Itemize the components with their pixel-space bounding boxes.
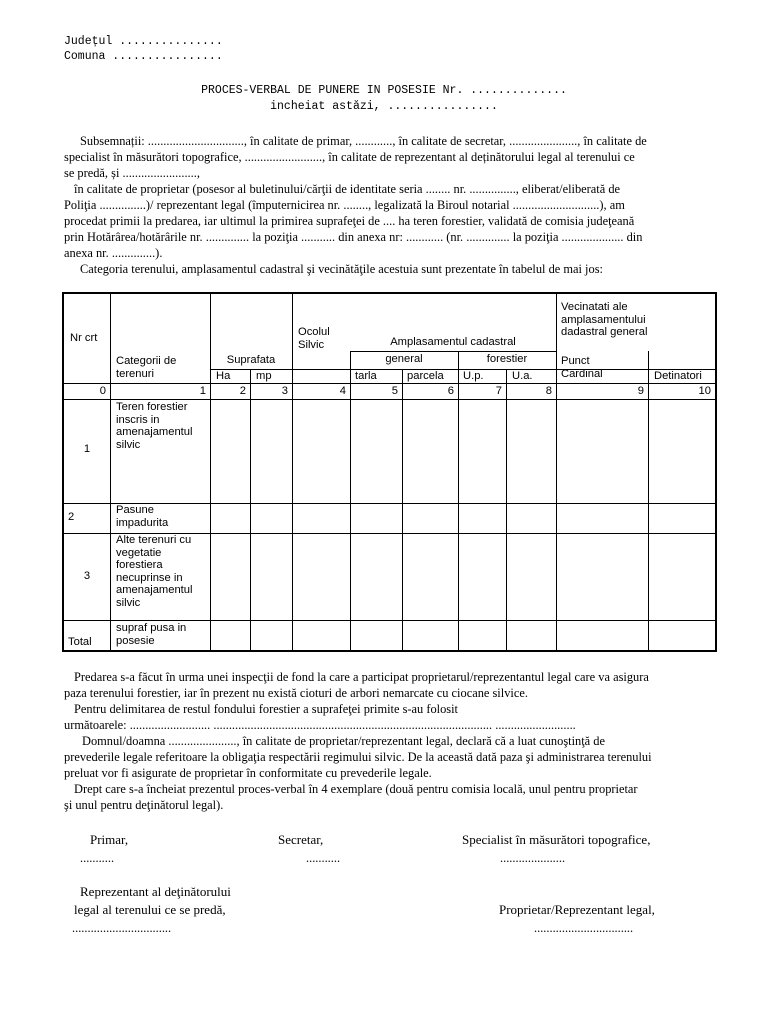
outro-line-9: şi unul pentru deţinătorul legal). (64, 798, 224, 812)
signature-specialist-dots: ..................... (500, 851, 566, 865)
intro-line-4: în calitate de proprietar (posesor al buletinului/cărţii de identitate seria ........ nr. ..............., eliberat/eliberată de (74, 182, 621, 196)
document-subtitle: incheiat astăzi, ................ (270, 100, 498, 113)
row-total-nr: Total (68, 636, 92, 648)
header-detinatori: Detinatori (654, 370, 702, 382)
intro-line-1: Subsemnații: ..............................., în calitate de primar, ............, în calitate de secretar, ......................, în calitate de (80, 134, 647, 148)
col-number-3: 3 (281, 385, 288, 397)
intro-line-6: procedat primii la predarea, iar ultimul la primirea suprafeţei de .... ha teren forestier, validată de comisia judeţeană (64, 214, 635, 228)
col-number-9: 9 (637, 385, 644, 397)
col-number-0: 0 (99, 385, 106, 397)
header-categorii: Categorii de terenuri (116, 355, 177, 380)
outro-line-4: următoarele: .......................... .......................................................................................... .......................... (64, 718, 576, 732)
signature-secretar: Secretar, (278, 832, 324, 847)
document-title: PROCES-VERBAL DE PUNERE IN POSESIE Nr. .............. (201, 84, 567, 97)
intro-line-7: prin Hotărârea/hotărârile nr. .............. la poziţia ........... din anexa nr: ............ (nr. .............. la poziţia .................... din (64, 230, 643, 244)
header-nr-crt: Nr crt (70, 332, 98, 344)
col-number-1: 1 (199, 385, 206, 397)
row-2-nr: 2 (68, 511, 75, 523)
row-2-category: Pasune impadurita (116, 504, 169, 529)
header-general: general (385, 353, 423, 365)
outro-line-7: preluat vor fi asigurate de proprietar în conformitate cu prevederile legale. (64, 766, 432, 780)
outro-line-6: prevederile legale referitoare la obligaţia respectării regimului silvic. De la această dată paza şi administrarea terenului (64, 750, 652, 764)
col-number-10: 10 (698, 385, 711, 397)
intro-line-2: specialist în măsurători topografice, ........................., în calitate de reprezentant al deținătorului legal al terenului ce (64, 150, 635, 164)
signature-secretar-dots: ........... (306, 851, 341, 865)
signature-reprezentant-line-2: legal al terenului ce se predă, (74, 902, 226, 917)
signature-reprezentant-line-1: Reprezentant al deţinătorului (80, 884, 231, 899)
intro-line-5: Poliţia ...............)/ reprezentant legal (împuternicirea nr. ........, legalizată la Biroul notarial ............................), am (64, 198, 625, 212)
signature-proprietar: Proprietar/Reprezentant legal, (499, 902, 655, 917)
judet-line: Județul ............... (64, 35, 223, 48)
signature-specialist: Specialist în măsurători topografice, (462, 832, 651, 847)
intro-line-8: anexa nr. ..............). (64, 246, 163, 260)
intro-line-3: se predă, și ........................, (64, 166, 200, 180)
signature-primar-dots: ........... (80, 851, 115, 865)
header-ocolul-silvic: Ocolul Silvic (298, 326, 330, 351)
signature-proprietar-dots: ................................ (534, 921, 634, 935)
header-ha: Ha (216, 370, 231, 382)
header-ua: U.a. (512, 370, 533, 382)
header-forestier: forestier (486, 353, 528, 365)
outro-line-1: Predarea s-a făcut în urma unei inspecţii de fond la care a participat proprietarul/reprezentantul legal care va asigura (74, 670, 649, 684)
row-3-category: Alte terenuri cu vegetatie forestiera necuprinse in amenajamentul silvic (116, 534, 193, 609)
signature-reprezentant-dots: ................................ (72, 921, 172, 935)
col-number-2: 2 (239, 385, 246, 397)
intro-line-9: Categoria terenului, amplasamentul cadastral şi vecinătăţile acestuia sunt prezentate în tabelul de mai jos: (80, 262, 603, 276)
row-total-category: supraf pusa in posesie (116, 622, 187, 647)
col-number-4: 4 (339, 385, 346, 397)
header-mp: mp (256, 370, 272, 382)
col-number-8: 8 (545, 385, 552, 397)
signature-primar: Primar, (90, 832, 129, 847)
row-1-category: Teren forestier inscris in amenajamentul silvic (116, 401, 193, 451)
header-amplasament: Amplasamentul cadastral (390, 336, 516, 348)
row-1-nr: 1 (83, 443, 91, 455)
outro-line-5: Domnul/doamna ......................, în calitate de proprietar/reprezentant legal, declară că a luat cunoştinţă de (82, 734, 605, 748)
outro-line-3: Pentru delimitarea de restul fondului forestier a suprafeţei primite s-au folosit (74, 702, 458, 716)
outro-line-2: paza terenului forestier, iar în prezent nu există cioturi de arbori nemarcate cu ciocane silvice. (64, 686, 528, 700)
header-tarla: tarla (355, 370, 377, 382)
col-number-6: 6 (447, 385, 454, 397)
header-punct-cardinal: Punct Cardinal (561, 355, 603, 380)
possession-table (62, 292, 717, 652)
header-vecinatati: Vecinatati ale amplasamentului dadastral general (561, 301, 648, 339)
row-3-nr: 3 (83, 570, 91, 582)
col-number-7: 7 (495, 385, 502, 397)
outro-line-8: Drept care s-a încheiat prezentul proces-verbal în 4 exemplare (două pentru comisia locală, unul pentru proprietar (74, 782, 638, 796)
header-suprafata: Suprafata (226, 354, 276, 366)
col-number-5: 5 (391, 385, 398, 397)
header-parcela: parcela (407, 370, 444, 382)
header-up: U.p. (463, 370, 484, 382)
comuna-line: Comuna ................ (64, 50, 223, 63)
